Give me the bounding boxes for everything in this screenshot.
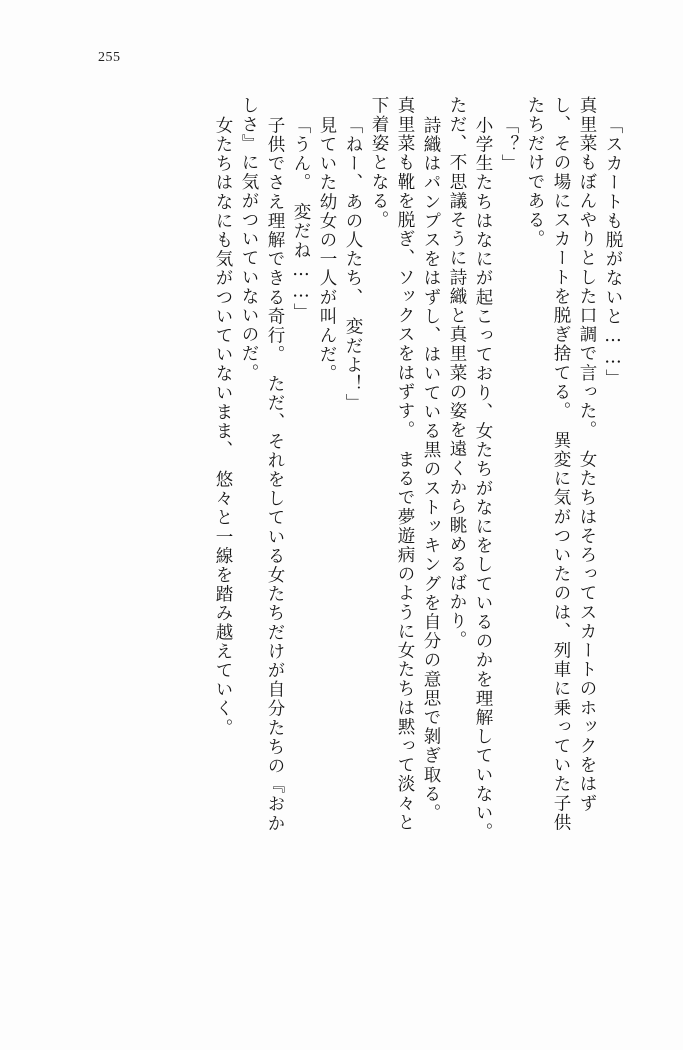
page-number: 255 bbox=[98, 50, 121, 65]
text-column: 「スカートも脱がないと……」 bbox=[603, 116, 623, 389]
text-column: 「うん。 変だね……」 bbox=[291, 116, 311, 323]
text-column: 見ていた幼女の一人が叫んだ。 bbox=[317, 116, 337, 384]
vertical-text-body bbox=[62, 96, 621, 986]
text-column: し、その場にスカートを脱ぎ捨てる。 異変に気がついたのは、列車に乗っていた子供 bbox=[551, 96, 571, 833]
text-column: 真里菜も靴を脱ぎ、ソックスをはずす。 まるで夢遊病のように女たちは黙って淡々と bbox=[395, 96, 415, 833]
text-column: 子供でさえ理解できる奇行。 ただ、それをしている女たちだけが自分たちの『おか bbox=[265, 116, 285, 834]
text-column: 詩織はパンプスをはずし、はいている黒のストッキングを自分の意思で剝ぎ取る。 bbox=[421, 116, 441, 823]
text-column: 真里菜もぼんやりとした口調で言った。 女たちはそろってスカートのホックをはず bbox=[577, 96, 597, 814]
text-column: ただ、不思議そうに詩織と真里菜の姿を遠くから眺めるばかり。 bbox=[447, 96, 467, 650]
text-column: 女たちはなにも気がついていないまま、 悠々と一線を踏み越えていく。 bbox=[213, 116, 233, 738]
text-column: 小学生たちはなにが起こっており、女たちがなにをしているのかを理解していない。 bbox=[473, 116, 493, 842]
text-column: 下着姿となる。 bbox=[369, 96, 389, 230]
text-column: 「ねー、あの人たち、 変だよ！」 bbox=[343, 116, 363, 413]
text-column: しさ』に気がついていないのだ。 bbox=[239, 96, 259, 383]
text-column: たちだけである。 bbox=[525, 96, 545, 249]
text-column: 「？」 bbox=[499, 116, 519, 174]
